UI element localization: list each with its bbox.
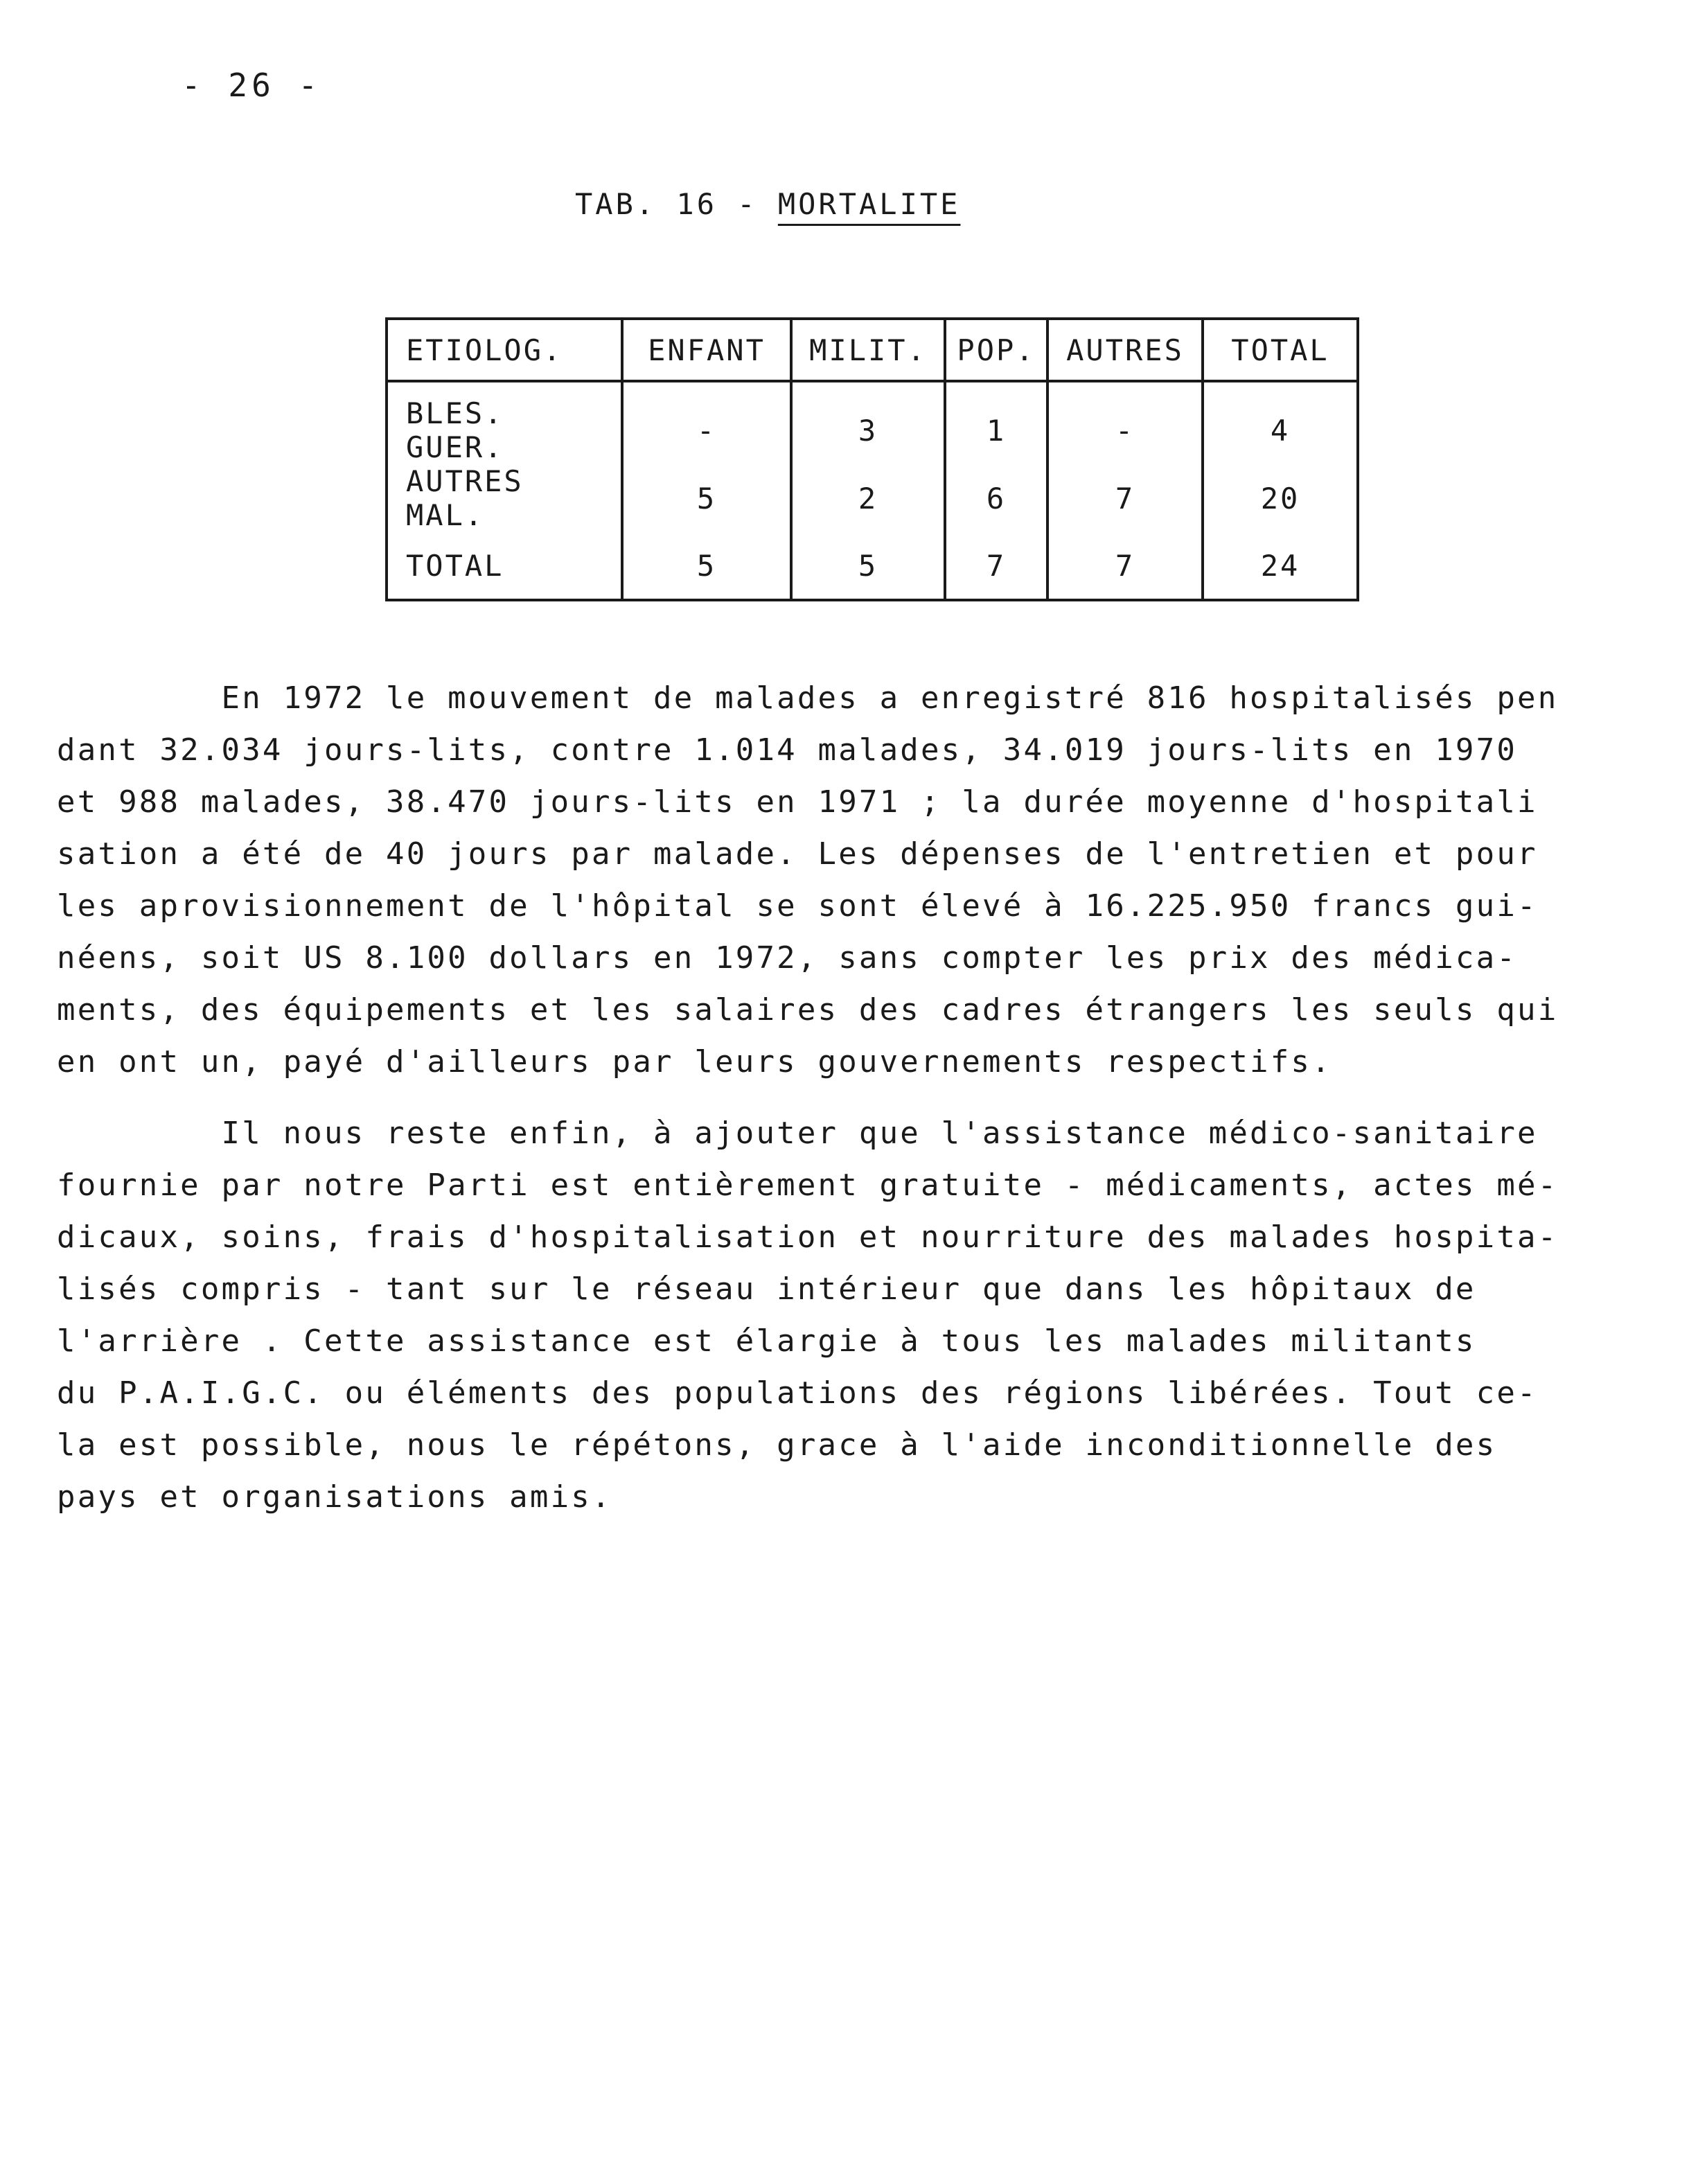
table-cell: 5 [791,532,945,600]
table-cell: 20 [1203,464,1358,532]
table-cell: 7 [1047,464,1203,532]
header-milit: MILIT. [791,319,945,381]
table-row [387,381,1358,464]
table-cell: - [622,381,791,464]
table-cell: TOTAL [387,532,622,600]
table-cell: 24 [1203,532,1358,600]
table-cell: 7 [945,532,1047,600]
table-cell: 5 [622,464,791,532]
header-total: TOTAL [1203,319,1358,381]
header-autres: AUTRES [1047,319,1203,381]
table-cell: - [1047,381,1203,464]
table-cell: 3 [791,381,945,464]
table-title-prefix: TAB. 16 - [575,187,778,221]
table-title-main: MORTALITE [777,187,961,221]
table-header-row [387,319,1358,381]
table-cell: AUTRES MAL. [387,464,622,532]
table-cell: 2 [791,464,945,532]
page-number: - 26 - [182,67,322,104]
header-etiolog: ETIOLOG. [387,319,622,381]
table-cell: BLES. GUER. [387,381,622,464]
table-cell: 1 [945,381,1047,464]
table-cell: 7 [1047,532,1203,600]
mortality-table [385,317,1359,601]
table-cell: 5 [622,532,791,600]
header-pop: POP. [945,319,1047,381]
table-row [387,532,1358,600]
table-cell: 4 [1203,381,1358,464]
paragraph-hospital-movement: En 1972 le mouvement de malades a enregistré 816 hospitalisés pen dant 32.034 jours-lits, contre 1.014 malades, 34.019 jours-lits en 1970 et 988 malades, 38.470 jours-lits en 1971 ; la durée moyenne d'hospitali sation a été de 40 jours par malade. Les dépenses de l'entretien et pour les aprovisionnement de l'hôpital se sont élevé à 16.225.950 francs gui- néens, soit US 8.100 dollars en 1972, sans compter les prix des médica- ments, des équipements et les salaires des cadres étrangers les seuls qui en ont un, payé d'ailleurs par leurs gouvernements respectifs. [57,680,1559,1080]
table-title [575,187,960,221]
table-cell: 6 [945,464,1047,532]
paragraph-free-assistance: Il nous reste enfin, à ajouter que l'assistance médico-sanitaire fournie par notre Parti est entièrement gratuite - médicaments, actes mé- dicaux, soins, frais d'hospitalisation et nourriture des malades hospita- lisés compris - tant sur le réseau intérieur que dans les hôpitaux de l'arrière . Cette assistance est élargie à tous les malades militants du P.A.I.G.C. ou éléments des populations des régions libérées. Tout ce- la est possible, nous le répétons, grace à l'aide inconditionnelle des pays et organisations amis. [57,1116,1559,1515]
table-row [387,464,1358,532]
header-enfant: ENFANT [622,319,791,381]
